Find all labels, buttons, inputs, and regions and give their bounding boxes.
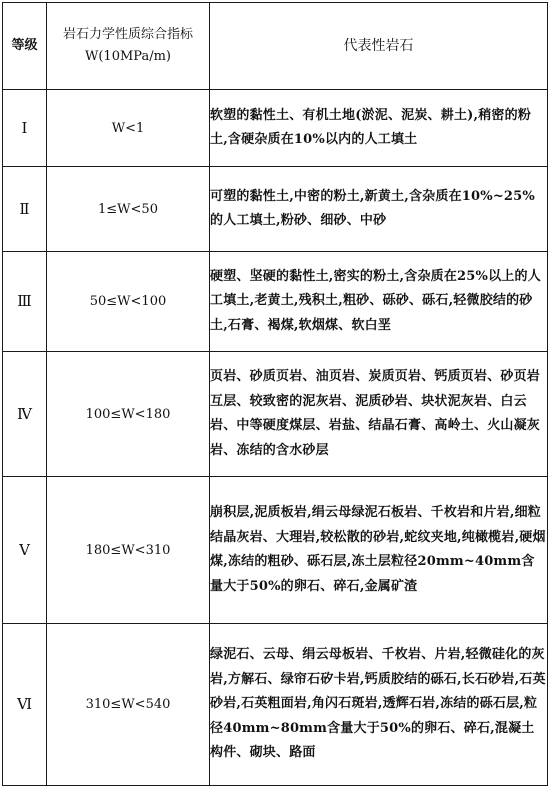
index-cell: W<1 xyxy=(47,90,210,167)
table-row xyxy=(3,167,548,252)
rock-classification-table xyxy=(2,2,548,786)
grade-cell: Ⅱ xyxy=(3,167,47,252)
rocks-cell: 软塑的黏性土、有机土地(淤泥、泥炭、耕土),稍密的粉土,含硬杂质在10%以内的人工填土 xyxy=(210,90,548,167)
index-cell: 1≤W<50 xyxy=(47,167,210,252)
header-grade: 等级 xyxy=(3,3,47,90)
grade-cell: Ⅴ xyxy=(3,477,47,624)
grade-cell: Ⅵ xyxy=(3,624,47,786)
header-index xyxy=(47,3,210,90)
index-cell: 50≤W<100 xyxy=(47,252,210,352)
grade-cell: Ⅲ xyxy=(3,252,47,352)
rocks-cell: 页岩、砂质页岩、油页岩、炭质页岩、钙质页岩、砂页岩互层、较致密的泥灰岩、泥质砂岩、块状泥灰岩、白云岩、中等硬度煤层、岩盐、结晶石膏、高岭土、火山凝灰岩、冻结的含水砂层 xyxy=(210,352,548,477)
header-index-title: 岩石力学性质综合指标 xyxy=(62,27,193,42)
table-header-row xyxy=(3,3,548,90)
rocks-cell: 硬塑、坚硬的黏性土,密实的粉土,含杂质在25%以上的人工填土,老黄土,残积土,粗砂、砾砂、砾石,轻微胶结的砂土,石膏、褐煤,软烟煤、软白垩 xyxy=(210,252,548,352)
grade-cell: Ⅳ xyxy=(3,352,47,477)
header-index-unit: W(10MPa/m) xyxy=(85,49,171,64)
rocks-cell: 可塑的黏性土,中密的粉土,新黄土,含杂质在10%~25%的人工填土,粉砂、细砂、中砂 xyxy=(210,167,548,252)
table-row xyxy=(3,624,548,786)
table-row xyxy=(3,352,548,477)
table-row xyxy=(3,90,548,167)
header-rocks: 代表性岩石 xyxy=(210,3,548,90)
table-row xyxy=(3,477,548,624)
index-cell: 100≤W<180 xyxy=(47,352,210,477)
index-cell: 310≤W<540 xyxy=(47,624,210,786)
rocks-cell: 绿泥石、云母、绢云母板岩、千枚岩、片岩,轻微硅化的灰岩,方解石、绿帘石矽卡岩,钙质胶结的砾石,长石砂岩,石英砂岩,石英粗面岩,角闪石斑岩,透辉石岩,冻结的砾石层,粒径40mm~80mm含量大于50%的卵石、碎石,混凝土构件、砌块、路面 xyxy=(210,624,548,786)
grade-cell: Ⅰ xyxy=(3,90,47,167)
rocks-cell: 崩积层,泥质板岩,绢云母绿泥石板岩、千枚岩和片岩,细粒结晶灰岩、大理岩,较松散的砂岩,蛇纹夹地,纯橄榄岩,硬烟煤,冻结的粗砂、砾石层,冻土层粒径20mm~40mm含量大于50%的卵石、碎石,金属矿渣 xyxy=(210,477,548,624)
index-cell: 180≤W<310 xyxy=(47,477,210,624)
table-row xyxy=(3,252,548,352)
